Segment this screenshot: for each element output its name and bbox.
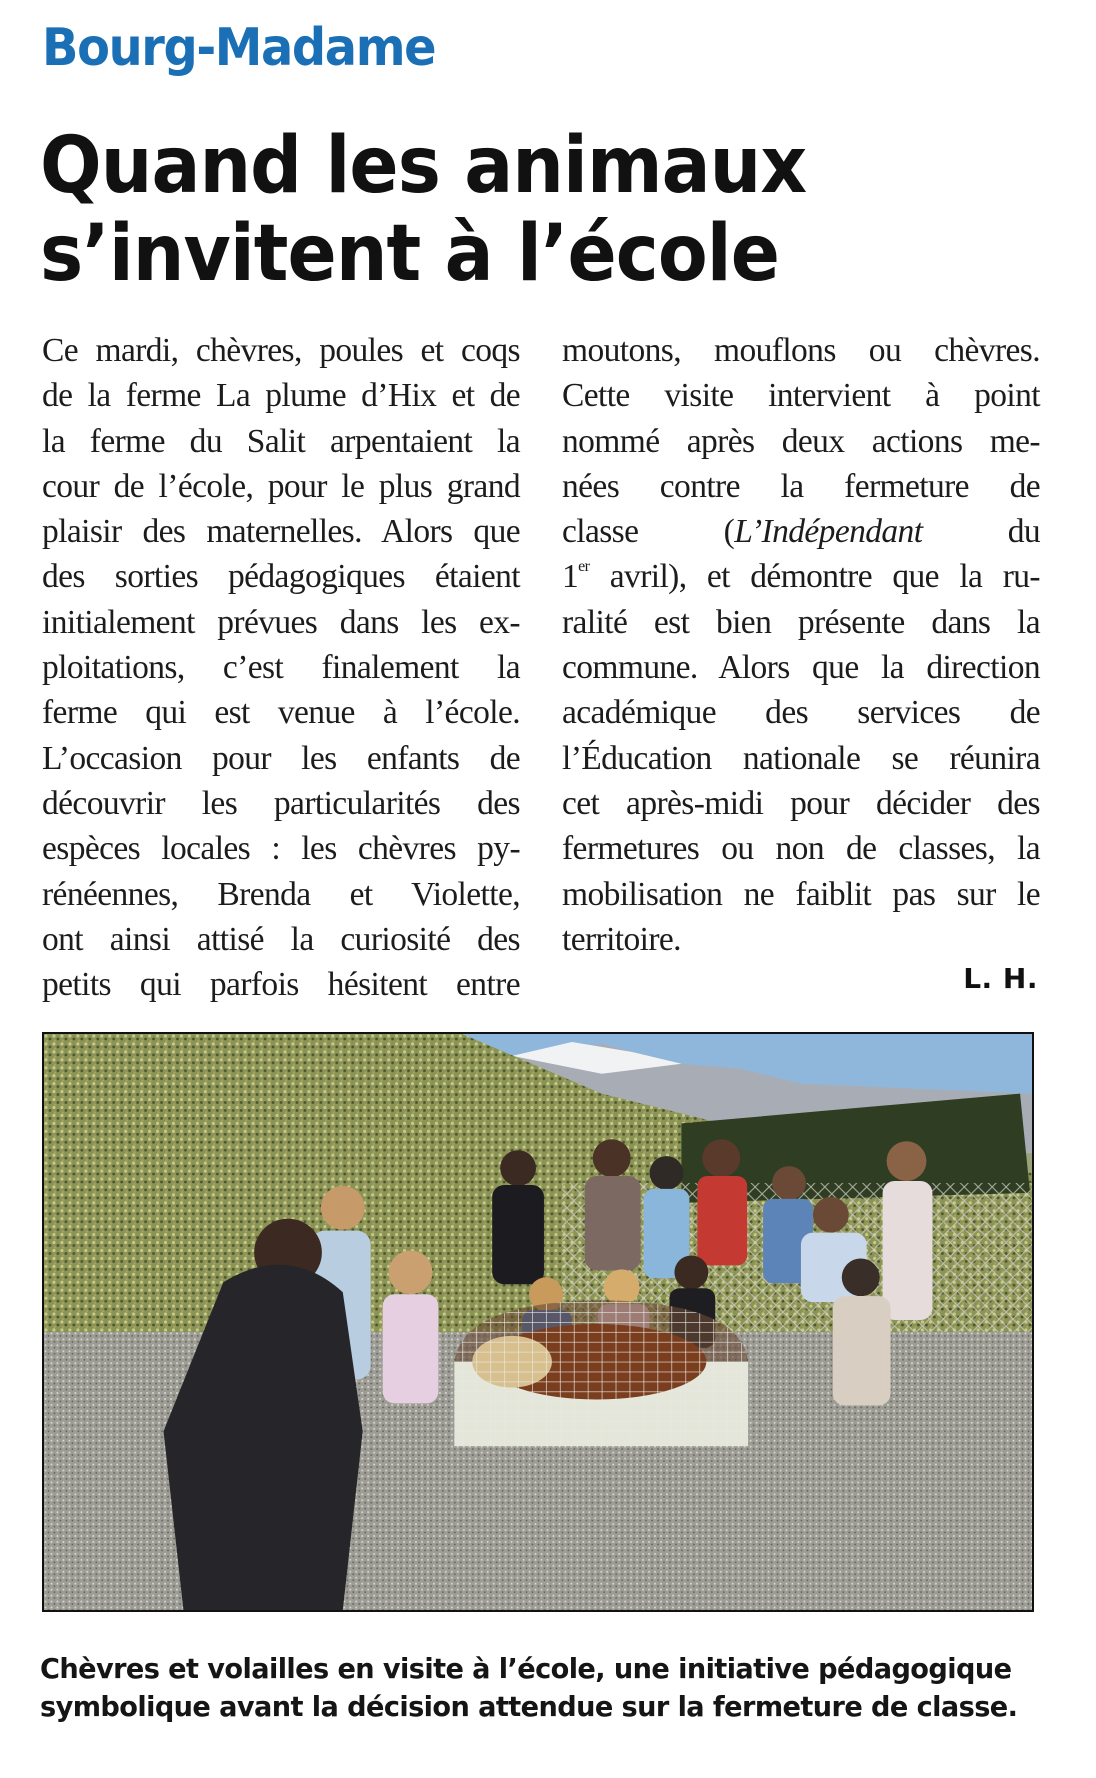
body-line: nées contre la fermeture de bbox=[562, 467, 1040, 505]
newspaper-name-italic: L’Indépendant bbox=[734, 513, 923, 551]
body-line: rénéennes, Brenda et Violette, bbox=[42, 875, 520, 913]
body-line: initialement prévues dans les ex- bbox=[42, 603, 520, 641]
body-line: académique des services de bbox=[562, 694, 1040, 732]
body-line: petits qui parfois hésitent entre bbox=[42, 966, 520, 1004]
body-column-left bbox=[42, 328, 520, 1007]
body-line: mobilisation ne faiblit pas sur le bbox=[562, 875, 1040, 913]
body-line: de la ferme La plume d’Hix et de bbox=[42, 377, 520, 415]
citation-suffix: du bbox=[922, 513, 1040, 551]
body-line: cet après-midi pour décider des bbox=[562, 784, 1040, 822]
body-line: la ferme du Salit arpentaient la bbox=[42, 422, 520, 460]
kicker-location: Bourg-Madame bbox=[42, 18, 436, 78]
body-line: commune. Alors que la direction bbox=[562, 649, 1040, 687]
body-line: ploitations, c’est finalement la bbox=[42, 649, 520, 687]
headline-line-1: Quand les animaux bbox=[40, 121, 807, 211]
body-line: plaisir des maternelles. Alors que bbox=[42, 513, 520, 551]
headline bbox=[40, 122, 970, 298]
body-line: L’occasion pour les enfants de bbox=[42, 739, 520, 777]
body-line: moutons, mouflons ou chèvres. bbox=[562, 332, 1040, 369]
date-ordinal: er bbox=[578, 558, 590, 576]
caption-line-2: symbolique avant la décision attendue sur la fermeture de classe. bbox=[40, 1690, 1018, 1723]
body-line: Ce mardi, chèvres, poules et coqs bbox=[42, 332, 520, 369]
body-line: des sorties pédagogiques étaient bbox=[42, 558, 520, 596]
body-line-citation bbox=[562, 509, 1040, 554]
author-byline: L. H. bbox=[963, 962, 1038, 995]
caption-line-1: Chèvres et volailles en visite à l’école, une initiative pédagogique bbox=[40, 1652, 1012, 1685]
article-photo bbox=[42, 1032, 1034, 1612]
body-line: l’Éducation nationale se réunira bbox=[562, 739, 1040, 777]
body-line: espèces locales : les chèvres py- bbox=[42, 830, 520, 868]
body-line: Cette visite intervient à point bbox=[562, 377, 1040, 415]
citation-prefix: classe ( bbox=[562, 513, 735, 551]
body-line: ferme qui est venue à l’école. bbox=[42, 694, 520, 732]
body-line: cour de l’école, pour le plus grand bbox=[42, 467, 520, 505]
photo-illustration bbox=[44, 1034, 1032, 1610]
photo-caption bbox=[40, 1650, 1029, 1726]
body-line-final: territoire. bbox=[562, 920, 681, 958]
date-rest: avril), et démontre que la ru- bbox=[589, 558, 1040, 596]
body-column-right bbox=[562, 328, 1040, 962]
headline-line-2: s’invitent à l’école bbox=[40, 209, 779, 299]
date-number: 1 bbox=[562, 558, 579, 596]
chicken-cage bbox=[454, 1300, 748, 1446]
body-line-date bbox=[562, 554, 1040, 599]
body-line: fermetures ou non de classes, la bbox=[562, 830, 1040, 868]
body-line: nommé après deux actions me- bbox=[562, 422, 1040, 460]
body-line: découvrir les particularités des bbox=[42, 784, 520, 822]
body-line: ont ainsi attisé la curiosité des bbox=[42, 920, 520, 958]
body-line: ralité est bien présente dans la bbox=[562, 603, 1040, 641]
